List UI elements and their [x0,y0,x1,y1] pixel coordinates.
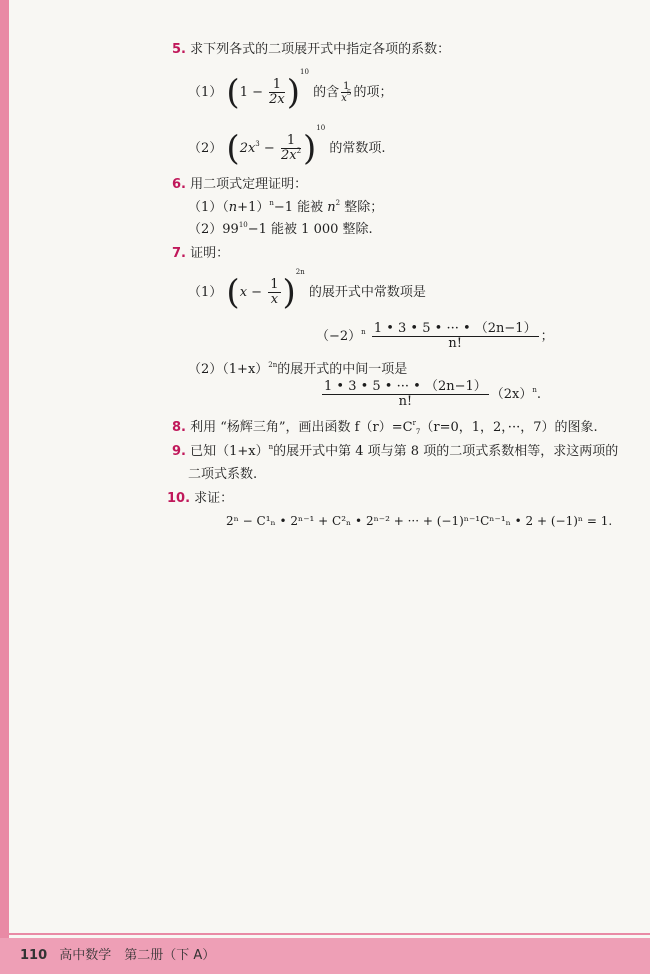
fraction [281,134,301,163]
problem-number: 10. [167,491,191,506]
exponent: 2 [335,199,341,207]
expr-text: 的项； [353,85,393,100]
fraction [372,322,539,351]
numerator: 1 [269,78,285,93]
numerator: 1 [281,134,301,149]
formula-7-2 [320,380,541,409]
fraction [322,380,489,409]
exponent: 2n [268,361,278,369]
denominator: x [270,292,279,307]
formula-7-1 [316,322,554,351]
item-label: （2） [188,362,223,377]
denominator: x [341,93,347,104]
denominator: 2x [269,92,285,107]
problem-text: 证明： [190,246,230,261]
exponent: 2n [295,268,305,276]
paren-open: ( [226,272,240,313]
formula-10 [226,513,612,529]
problem-10 [167,491,233,507]
item-label: （2） [188,141,223,156]
minus-sign: − [263,141,275,156]
exponent: 10 [238,221,248,229]
variable: n [228,200,238,215]
exponent: n [268,443,274,451]
expr-text: （−2） [316,329,362,344]
expr-text: 1 − [239,85,263,100]
exponent: 3 [255,140,260,148]
expr-text: ； [540,329,554,344]
problem-5-item-2 [188,124,386,169]
problem-text: 已知（1+x） [190,444,269,459]
problem-8 [172,420,598,436]
problem-text: 求证： [194,491,234,506]
fraction [341,81,351,104]
problem-7-item-1 [188,268,426,313]
problem-text: 利用 “杨辉三角”，画出函数 f（r）=C [190,420,413,435]
paren-open: ( [226,72,240,113]
page-edge-bar [0,0,9,974]
numerator: 1 • 3 • 5 • ··· • （2n−1） [373,321,537,336]
superscript: r [412,419,416,427]
paren-close: ) [282,272,296,313]
problem-text: 求下列各式的二项展开式中指定各项的系数： [190,42,451,57]
problem-text: 用二项式定理证明： [190,177,308,192]
denominator: n! [398,394,413,409]
problem-9 [172,444,618,460]
formula-text: 2ⁿ − C¹ₙ • 2ⁿ⁻¹ + C²ₙ • 2ⁿ⁻² + ··· + (−1)ⁿ⁻¹Cⁿ⁻¹ₙ • 2 + (−1)ⁿ = 1. [226,514,613,528]
expr-text: （2x） [490,387,533,402]
exponent: 10 [316,124,326,132]
expr-text: 整除； [344,200,384,215]
page-footer [20,944,215,963]
expr-text: 2x [239,141,256,156]
subscript: 7 [415,428,421,436]
expr-text: −1 能被 [273,200,324,215]
exponent: 10 [300,68,309,76]
paren-open: ( [226,128,240,169]
problem-7 [172,246,229,262]
problem-number: 9. [172,444,186,459]
expr-text: （1+x） [222,362,269,377]
item-label: （1） [188,285,223,300]
exponent: n [361,328,366,336]
exponent: n [269,199,274,207]
problem-number: 7. [172,246,186,261]
page-number: 110 [20,948,48,963]
fraction [269,78,285,107]
problem-6-item-2 [188,222,373,238]
problem-text: （r=0，1，2，···，7）的图象. [420,420,598,435]
item-label: （1） [188,85,223,100]
paren-close: ) [303,128,317,169]
problem-number: 6. [172,177,186,192]
expr-text: 的含 [313,85,340,100]
expr-text: 的展开式的中间一项是 [277,362,408,377]
numerator: 1 [270,277,279,292]
minus-sign: − [251,285,263,300]
item-label: （2） [188,222,223,237]
problem-text: 的展开式中第 4 项与第 8 项的二项式系数相等，求这两项的 [273,444,619,459]
problem-5-item-1 [188,68,393,113]
numerator: 1 • 3 • 5 • ··· • （2n−1） [324,379,487,394]
variable: x [239,285,248,300]
denominator: 2x [280,148,297,163]
denominator: n! [448,336,462,351]
paren-close: ) [286,72,300,113]
footer-rule [0,933,650,935]
variable: n [327,200,336,215]
problem-7-item-2 [188,362,407,378]
expr-text: 的展开式中常数项是 [308,285,426,300]
exponent: 2 [296,147,302,155]
exponent: n [532,386,537,394]
problem-number: 5. [172,42,186,57]
book-title: 高中数学 第二册（下 A） [59,948,216,963]
problem-text: 二项式系数. [188,467,258,482]
expr-text: 的常数项. [329,141,386,156]
problem-number: 8. [172,420,186,435]
fraction [268,278,280,307]
problem-6 [172,177,307,193]
numerator: 1 [343,81,350,92]
expr-text: （ [222,200,229,215]
problem-5 [172,42,450,58]
exponent: 5 [346,89,352,97]
expr-text: . [536,387,542,402]
expr-text: +1） [237,200,270,215]
expr-text: 99 [222,222,239,237]
problem-6-item-1 [188,200,383,216]
expr-text: −1 能被 1 000 整除. [247,222,373,237]
item-label: （1） [188,200,223,215]
problem-9-line-2 [188,467,257,483]
